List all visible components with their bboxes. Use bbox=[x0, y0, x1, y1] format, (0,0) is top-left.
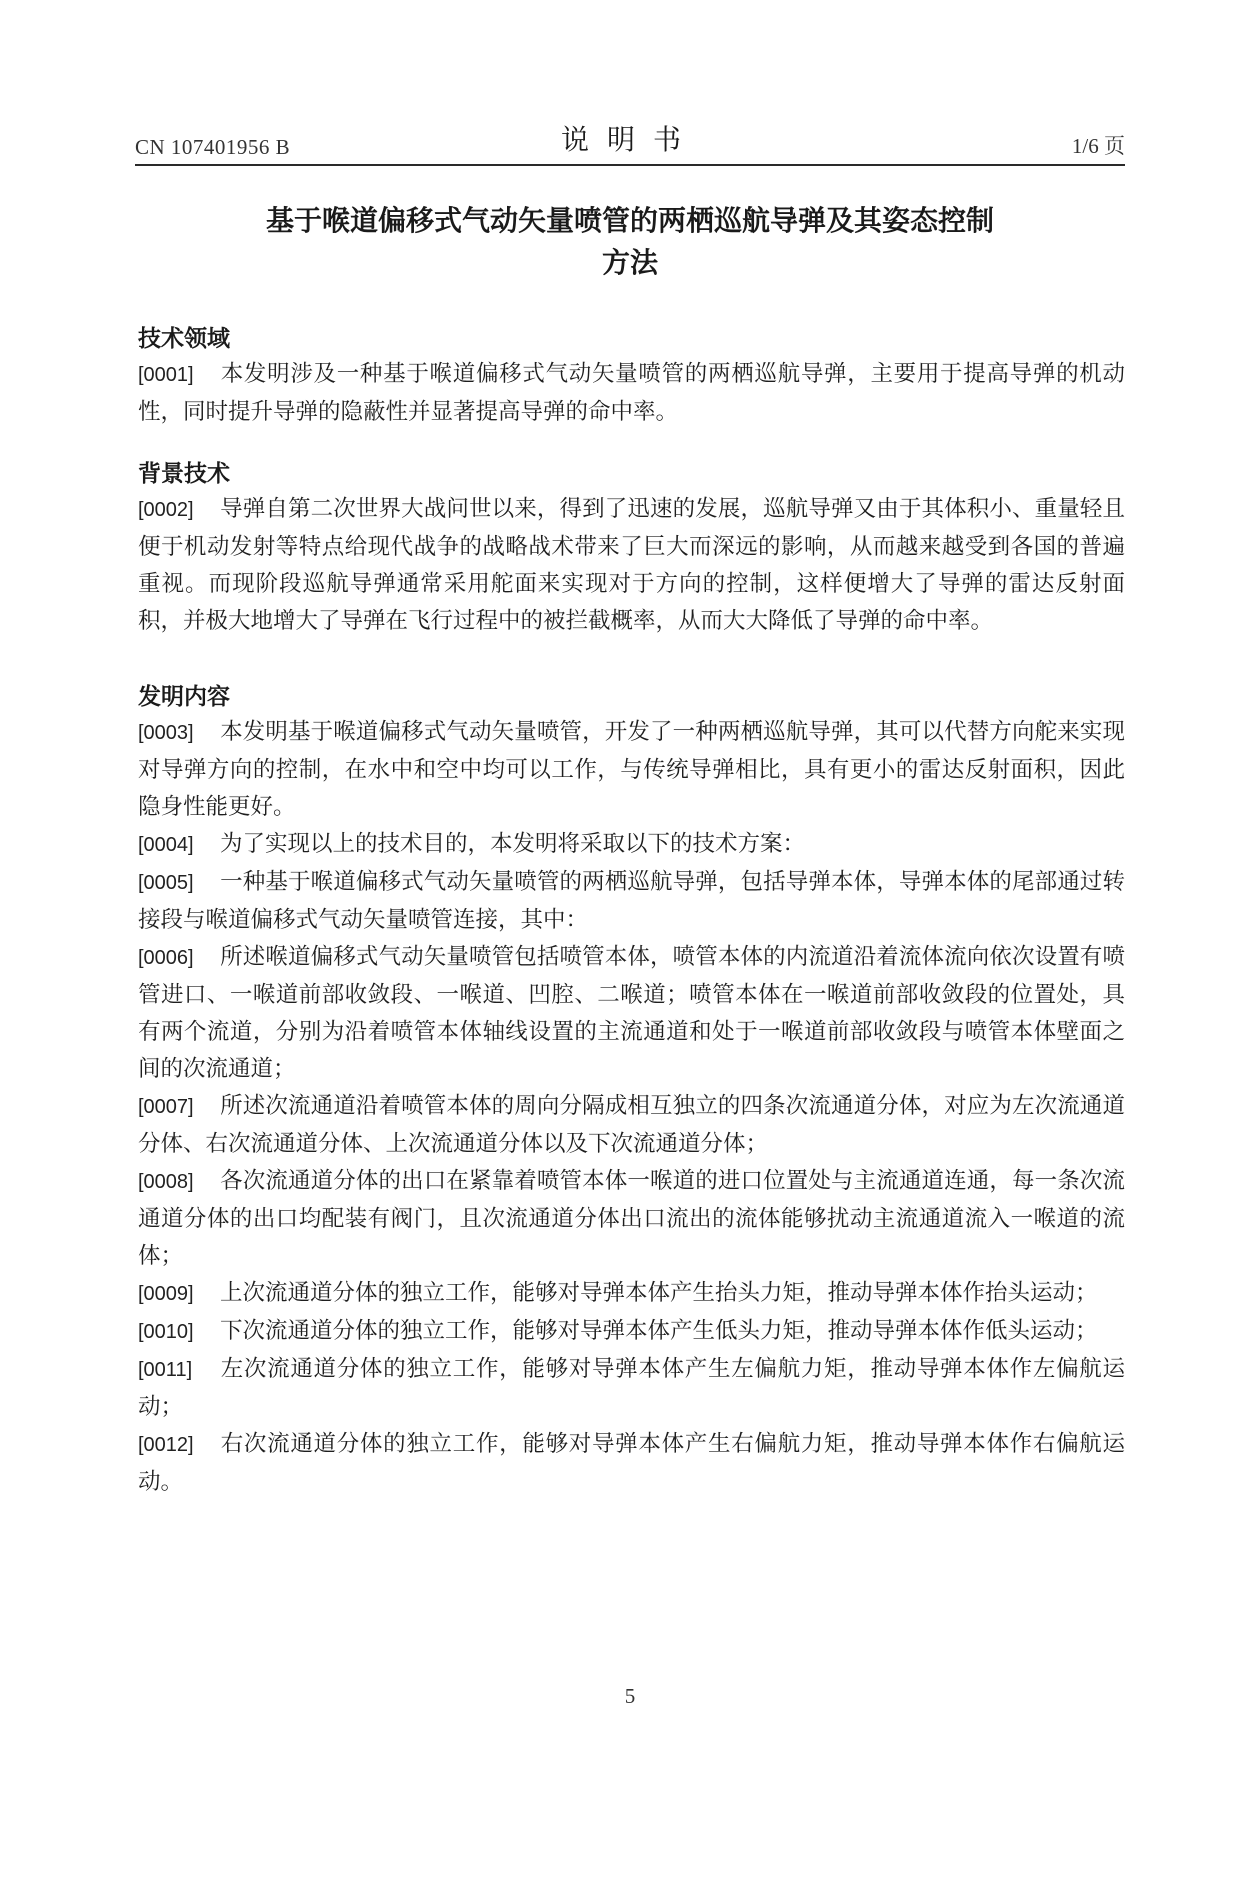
paragraph-text: 本发明基于喉道偏移式气动矢量喷管，开发了一种两栖巡航导弹，其可以代替方向舵来实现对导弹方向的控制，在水中和空中均可以工作，与传统导弹相比，具有更小的雷达反射面积，因此隐身性能更好。 bbox=[138, 719, 1125, 820]
paragraph bbox=[138, 1163, 1125, 1275]
paragraph-text: 为了实现以上的技术目的，本发明将采取以下的技术方案： bbox=[220, 831, 806, 857]
paragraph-text: 左次流通道分体的独立工作，能够对导弹本体产生左偏航力矩，推动导弹本体作左偏航运动； bbox=[138, 1356, 1125, 1420]
paragraph-number: [0002] bbox=[138, 499, 194, 521]
page-counter: 1/6 页 bbox=[1071, 134, 1125, 158]
paragraph bbox=[138, 1088, 1125, 1163]
paragraph bbox=[138, 1351, 1125, 1426]
paragraph-text: 导弹自第二次世界大战问世以来，得到了迅速的发展，巡航导弹又由于其体积小、重量轻且便于机动发射等特点给现代战争的战略战术带来了巨大而深远的影响，从而越来越受到各国的普遍重视。而现阶段巡航导弹通常采用舵面来实现对于方向的控制，这样便增大了导弹的雷达反射面积，并极大地增大了导弹在飞行过程中的被拦截概率，从而大大降低了导弹的命中率。 bbox=[138, 496, 1125, 634]
page-number: 5 bbox=[624, 1684, 636, 1708]
paragraph bbox=[138, 491, 1125, 640]
paragraph bbox=[138, 1313, 1125, 1351]
paragraph-number: [0010] bbox=[138, 1321, 194, 1343]
paragraph bbox=[138, 1426, 1125, 1501]
paragraph-number: [0006] bbox=[138, 947, 194, 969]
paragraph-number: [0004] bbox=[138, 834, 194, 856]
paragraph-number: [0011] bbox=[138, 1359, 193, 1381]
section-summary bbox=[138, 680, 1125, 1501]
paragraph bbox=[138, 826, 1125, 864]
paragraph bbox=[138, 939, 1125, 1088]
patent-number: CN 107401956 B bbox=[135, 135, 291, 159]
paragraph-text: 右次流通道分体的独立工作，能够对导弹本体产生右偏航力矩，推动导弹本体作右偏航运动。 bbox=[138, 1431, 1125, 1495]
invention-title-line-1: 基于喉道偏移式气动矢量喷管的两栖巡航导弹及其姿态控制 bbox=[265, 204, 994, 237]
paragraph-number: [0005] bbox=[138, 872, 194, 894]
section-technical-field bbox=[138, 322, 1125, 431]
paragraph-number: [0001] bbox=[138, 364, 194, 386]
paragraph-text: 所述喉道偏移式气动矢量喷管包括喷管本体，喷管本体的内流道沿着流体流向依次设置有喷管进口、一喉道前部收敛段、一喉道、凹腔、二喉道；喷管本体在一喉道前部收敛段的位置处，具有两个流道，分别为沿着喷管本体轴线设置的主流通道和处于一喉道前部收敛段与喷管本体壁面之间的次流通道； bbox=[138, 944, 1125, 1082]
paragraph bbox=[138, 1275, 1125, 1313]
paragraph bbox=[138, 714, 1125, 826]
invention-title-line-2: 方法 bbox=[601, 246, 658, 279]
paragraph-number: [0003] bbox=[138, 722, 194, 744]
page-footer bbox=[0, 1684, 1260, 1709]
paragraph-text: 一种基于喉道偏移式气动矢量喷管的两栖巡航导弹，包括导弹本体，导弹本体的尾部通过转接段与喉道偏移式气动矢量喷管连接，其中： bbox=[138, 869, 1125, 933]
paragraph-number: [0008] bbox=[138, 1171, 194, 1193]
paragraph-number: [0009] bbox=[138, 1283, 194, 1305]
page-header bbox=[135, 118, 1125, 166]
invention-title bbox=[135, 200, 1125, 284]
paragraph-number: [0012] bbox=[138, 1434, 194, 1456]
section-heading: 技术领域 bbox=[138, 326, 230, 352]
section-background-art bbox=[138, 457, 1125, 640]
document-body bbox=[138, 322, 1125, 1527]
paragraph-text: 下次流通道分体的独立工作，能够对导弹本体产生低头力矩，推动导弹本体作低头运动； bbox=[220, 1318, 1098, 1344]
document-type-title: 说明书 bbox=[560, 123, 699, 156]
paragraph bbox=[138, 864, 1125, 939]
section-heading: 背景技术 bbox=[138, 461, 230, 487]
paragraph-text: 所述次流通道沿着喷管本体的周向分隔成相互独立的四条次流通道分体，对应为左次流通道分体、右次流通道分体、上次流通道分体以及下次流通道分体； bbox=[138, 1093, 1125, 1157]
paragraph-number: [0007] bbox=[138, 1096, 194, 1118]
paragraph bbox=[138, 356, 1125, 431]
section-heading: 发明内容 bbox=[138, 684, 230, 710]
paragraph-text: 各次流通道分体的出口在紧靠着喷管本体一喉道的进口位置处与主流通道连通，每一条次流通道分体的出口均配装有阀门，且次流通道分体出口流出的流体能够扰动主流通道流入一喉道的流体； bbox=[138, 1168, 1125, 1269]
paragraph-text: 本发明涉及一种基于喉道偏移式气动矢量喷管的两栖巡航导弹，主要用于提高导弹的机动性，同时提升导弹的隐蔽性并显著提高导弹的命中率。 bbox=[138, 361, 1125, 425]
paragraph-text: 上次流通道分体的独立工作，能够对导弹本体产生抬头力矩，推动导弹本体作抬头运动； bbox=[220, 1280, 1098, 1306]
